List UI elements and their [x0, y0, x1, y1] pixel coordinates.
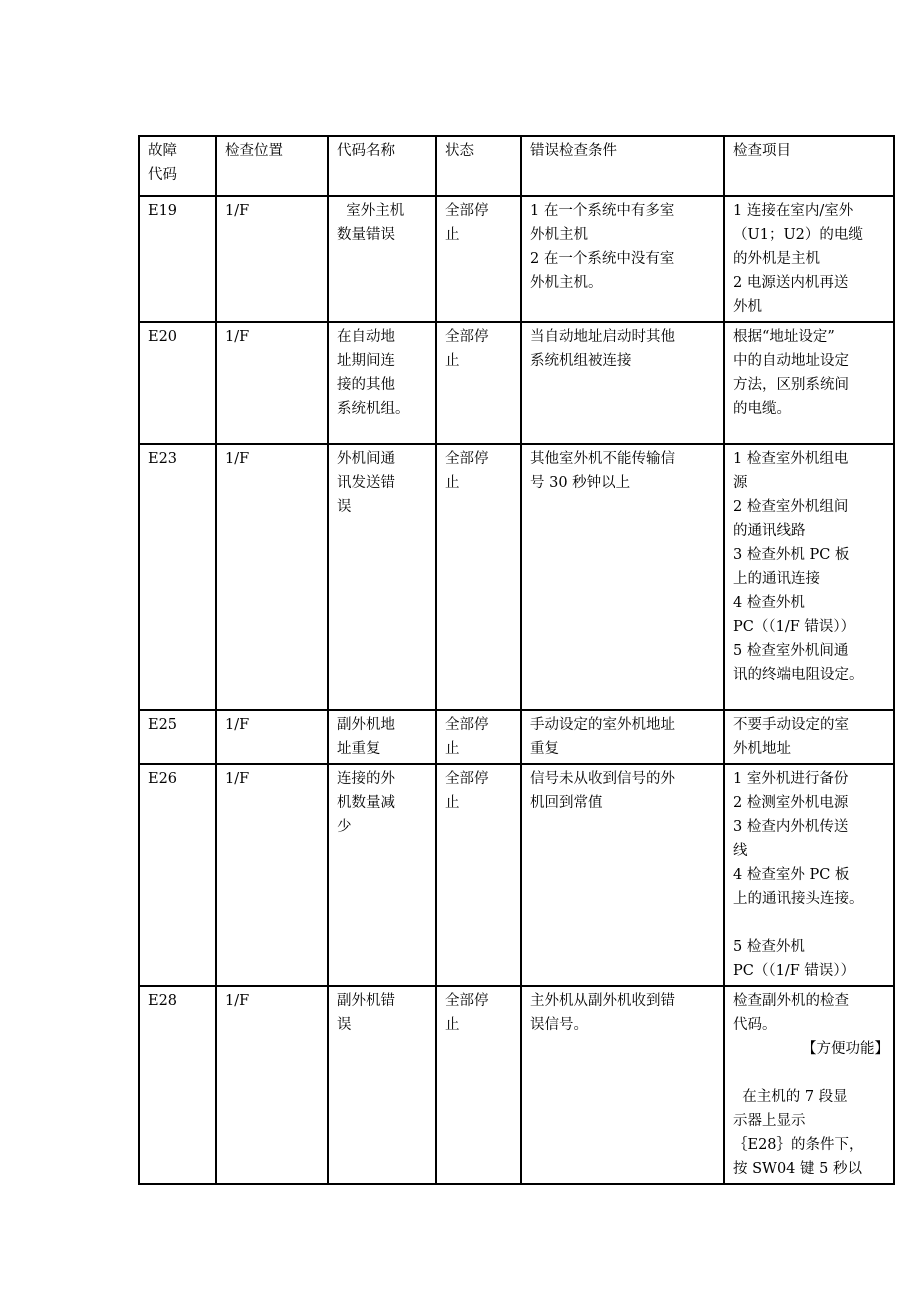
cell-location: 1/F — [216, 444, 328, 710]
cell-condition: 手动设定的室外机地址 重复 — [521, 710, 724, 764]
fault-code-table — [138, 135, 895, 1185]
table-row — [139, 710, 894, 764]
cell-check: 1 连接在室内/室外 （U1；U2）的电缆 的外机是主机 2 电源送内机再送 外机 — [724, 196, 894, 322]
table-row — [139, 444, 894, 710]
cell-status: 全部停 止 — [436, 196, 521, 322]
cell-location: 1/F — [216, 710, 328, 764]
cell-name: 在自动地 址期间连 接的其他 系统机组。 — [328, 322, 436, 444]
fault-code-sheet — [138, 135, 889, 1185]
header-fault-code: 故障 代码 — [139, 136, 216, 196]
cell-location: 1/F — [216, 986, 328, 1184]
cell-name: 副外机错 误 — [328, 986, 436, 1184]
check-text-continued: 在主机的 7 段显 示器上显示 ｛E28｝的条件下， 按 SW04 键 5 秒以 — [733, 1089, 864, 1177]
check-text: 检查副外机的检查 代码。 — [733, 993, 849, 1033]
table-row — [139, 196, 894, 322]
cell-location: 1/F — [216, 196, 328, 322]
cell-condition: 其他室外机不能传输信 号 30 秒钟以上 — [521, 444, 724, 710]
cell-name: 室外主机 数量错误 — [328, 196, 436, 322]
cell-code: E20 — [139, 322, 216, 444]
cell-status: 全部停 止 — [436, 444, 521, 710]
cell-code: E25 — [139, 710, 216, 764]
cell-status: 全部停 止 — [436, 986, 521, 1184]
cell-name: 连接的外 机数量减 少 — [328, 764, 436, 986]
cell-check: 根据“地址设定” 中的自动地址设定 方法，区别系统间 的电缆。 — [724, 322, 894, 444]
header-check-location: 检查位置 — [216, 136, 328, 196]
cell-location: 1/F — [216, 764, 328, 986]
cell-condition: 1 在一个系统中有多室 外机主机 2 在一个系统中没有室 外机主机。 — [521, 196, 724, 322]
cell-condition: 当自动地址启动时其他 系统机组被连接 — [521, 322, 724, 444]
cell-code: E26 — [139, 764, 216, 986]
header-check-items: 检查项目 — [724, 136, 894, 196]
table-header-row — [139, 136, 894, 196]
convenience-function-label: 【方便功能】 — [802, 1041, 889, 1057]
cell-status: 全部停 止 — [436, 764, 521, 986]
cell-condition: 信号未从收到信号的外 机回到常值 — [521, 764, 724, 986]
cell-location: 1/F — [216, 322, 328, 444]
cell-status: 全部停 止 — [436, 710, 521, 764]
header-error-condition: 错误检查条件 — [521, 136, 724, 196]
cell-status: 全部停 止 — [436, 322, 521, 444]
cell-name: 外机间通 讯发送错 误 — [328, 444, 436, 710]
cell-check — [724, 986, 894, 1184]
table-row — [139, 764, 894, 986]
header-status: 状态 — [436, 136, 521, 196]
table-row — [139, 322, 894, 444]
cell-code: E23 — [139, 444, 216, 710]
cell-name: 副外机地 址重复 — [328, 710, 436, 764]
cell-check: 1 室外机进行备份 2 检测室外机电源 3 检查内外机传送 线 4 检查室外 PC 板 上的通讯接头连接。 5 检查外机 PC（（1/F 错误）） — [724, 764, 894, 986]
cell-code: E28 — [139, 986, 216, 1184]
table-row — [139, 986, 894, 1184]
cell-check: 不要手动设定的室 外机地址 — [724, 710, 894, 764]
cell-condition: 主外机从副外机收到错 误信号。 — [521, 986, 724, 1184]
cell-check: 1 检查室外机组电 源 2 检查室外机组间 的通讯线路 3 检查外机 PC 板 上的通讯连接 4 检查外机 PC（（1/F 错误）） 5 检查室外机间通 讯的终端电阻设定。 — [724, 444, 894, 710]
cell-code: E19 — [139, 196, 216, 322]
header-code-name: 代码名称 — [328, 136, 436, 196]
